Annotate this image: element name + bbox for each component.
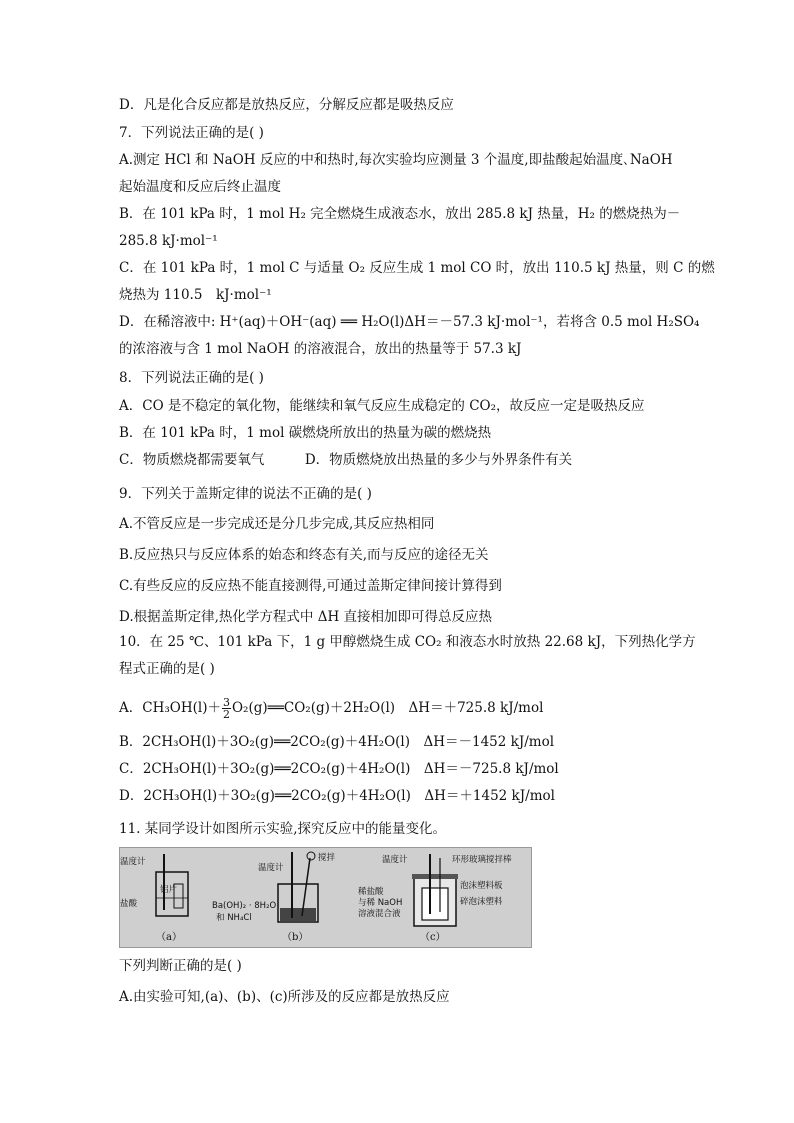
q11-option-a: A.由实验可知,(a)、(b)、(c)所涉及的反应都是放热反应 <box>119 989 450 1005</box>
inner-beaker <box>422 888 448 920</box>
c-stirrer-label: 环形玻璃搅拌棒 <box>452 855 512 865</box>
setup-c <box>358 854 512 943</box>
c-thermometer-label: 温度计 <box>382 855 408 865</box>
experiment-figure <box>119 847 532 948</box>
q9-stem: 9．下列关于盖斯定律的说法不正确的是( ) <box>119 486 372 502</box>
q9-option-d: D.根据盖斯定律,热化学方程式中 ΔH 直接相加即可得总反应热 <box>119 609 493 625</box>
q11-stem: 11. 某同学设计如图所示实验,探究反应中的能量变化。 <box>119 821 447 837</box>
q10-option-a-prefix: A．CH₃OH(l)＋ <box>119 700 221 716</box>
a-caption: （a） <box>156 932 182 943</box>
a-foil-label: 铝片 <box>160 885 178 895</box>
b-caption: （b） <box>282 932 309 943</box>
q7-option-b: B．在 101 kPa 时，1 mol H₂ 完全燃烧生成液态水，放出 285.8 kJ 热量，H₂ 的燃烧热为－ <box>119 206 681 222</box>
q10-option-c: C．2CH₃OH(l)＋3O₂(g)══2CO₂(g)＋4H₂O(l) ΔH＝－725.8 kJ/mol <box>119 761 559 777</box>
q10-option-a <box>119 697 543 720</box>
c-foam-label: 碎泡沫塑料 <box>460 897 503 907</box>
q7-option-d: D．在稀溶液中: H⁺(aq)＋OH⁻(aq) ══ H₂O(l)ΔH＝－57.3 kJ·mol⁻¹，若将含 0.5 mol H₂SO₄ <box>119 314 700 330</box>
fraction-numerator: 3 <box>222 696 230 709</box>
b-reagent-label-1: Ba(OH)₂ · 8H₂O <box>212 901 277 911</box>
c-mix-label-3: 溶液混合液 <box>358 909 401 919</box>
foam-board <box>412 874 458 879</box>
c-mix-label-2: 与稀 NaOH <box>358 898 403 908</box>
q9-option-c: C.有些反应的反应热不能直接测得,可通过盖斯定律间接计算得到 <box>119 578 502 594</box>
solid-mixture <box>280 908 316 921</box>
q6-option-d: D．凡是化合反应都是放热反应，分解反应都是吸热反应 <box>119 97 454 113</box>
q7-option-a-cont: 起始温度和反应后终止温度 <box>119 179 281 195</box>
q7-option-b-cont: 285.8 kJ·mol⁻¹ <box>119 233 218 249</box>
setup-b <box>212 852 336 943</box>
q11-question: 下列判断正确的是( ) <box>119 958 242 974</box>
a-thermometer-label: 温度计 <box>120 857 146 867</box>
q10-stem-cont: 程式正确的是( ) <box>119 661 215 677</box>
stirring-rod-top <box>307 852 315 860</box>
q10-stem: 10．在 25 ℃、101 kPa 下，1 g 甲醇燃烧生成 CO₂ 和液态水时放热 22.68 kJ，下列热化学方 <box>119 634 696 650</box>
q7-stem: 7．下列说法正确的是( ) <box>119 125 264 141</box>
q8-option-b: B．在 101 kPa 时，1 mol 碳燃烧所放出的热量为碳的燃烧热 <box>119 425 492 441</box>
c-mix-label-1: 稀盐酸 <box>358 887 384 897</box>
experiment-diagram <box>120 848 531 947</box>
q7-option-c-cont: 烧热为 110.5 kJ·mol⁻¹ <box>119 287 272 303</box>
setup-a <box>120 854 188 943</box>
b-reagent-label-2: 和 NH₄Cl <box>216 913 252 923</box>
q8-stem: 8．下列说法正确的是( ) <box>119 370 264 386</box>
fraction-denominator: 2 <box>222 708 230 721</box>
b-thermometer-label: 温度计 <box>258 863 284 873</box>
c-board-label: 泡沫塑料板 <box>460 881 503 891</box>
q10-option-b: B．2CH₃OH(l)＋3O₂(g)══2CO₂(g)＋4H₂O(l) ΔH＝－1452 kJ/mol <box>119 734 555 750</box>
fraction <box>222 697 231 720</box>
q8-option-cd: C．物质燃烧都需要氧气 D．物质燃烧放出热量的多少与外界条件有关 <box>119 452 573 468</box>
q10-option-d: D．2CH₃OH(l)＋3O₂(g)══2CO₂(g)＋4H₂O(l) ΔH＝＋1452 kJ/mol <box>119 788 555 804</box>
q7-option-a: A.测定 HCl 和 NaOH 反应的中和热时,每次实验均应测量 3 个温度,即盐酸起始温度､NaOH <box>119 152 673 168</box>
q9-option-b: B.反应热只与反应体系的始态和终态有关,而与反应的途径无关 <box>119 547 489 563</box>
a-acid-label: 盐酸 <box>120 899 138 909</box>
q10-option-a-suffix: O₂(g)══CO₂(g)＋2H₂O(l) ΔH＝＋725.8 kJ/mol <box>231 700 544 716</box>
c-caption: （c） <box>420 932 446 943</box>
q7-option-d-cont: 的浓溶液与含 1 mol NaOH 的溶液混合，放出的热量等于 57.3 kJ <box>119 341 522 357</box>
q7-option-c: C．在 101 kPa 时，1 mol C 与适量 O₂ 反应生成 1 mol CO 时，放出 110.5 kJ 热量，则 C 的燃 <box>119 260 715 276</box>
b-stir-label: 搅拌 <box>318 853 336 863</box>
q9-option-a: A.不管反应是一步完成还是分几步完成,其反应热相同 <box>119 516 435 532</box>
stirring-rod <box>302 858 310 916</box>
q8-option-a: A．CO 是不稳定的氧化物，能继续和氧气反应生成稳定的 CO₂，故反应一定是吸热反应 <box>119 398 645 414</box>
